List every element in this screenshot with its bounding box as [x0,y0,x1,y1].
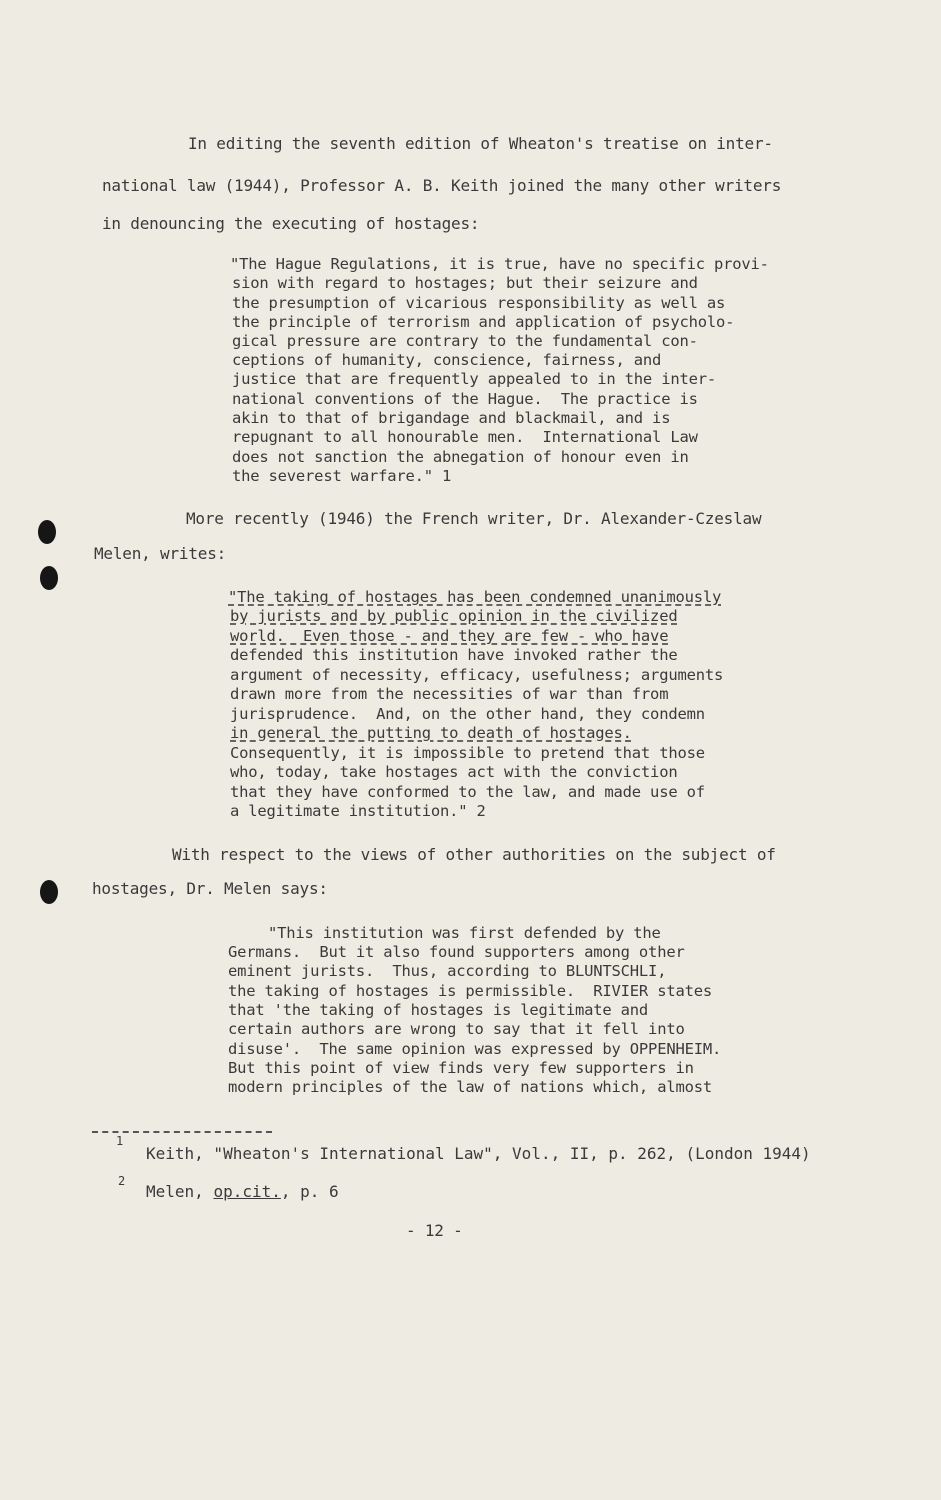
quote-2-line: defended this institution have invoked rather the [230,646,678,664]
punch-hole-bottom [40,880,58,904]
footnote-2-citation: op.cit. [213,1182,281,1201]
paragraph-3-line-1: With respect to the views of other authorities on the subject of [172,845,776,864]
footnote-1-number: 1 [116,1134,124,1148]
quote-1-line: repugnant to all honourable men. International Law [232,428,698,446]
paragraph-2-line-2: Melen, writes: [94,544,227,563]
punch-hole-middle [40,566,58,590]
quote-2-line: drawn more from the necessities of war than from [230,685,669,703]
quote-2-line: by jurists and by public opinion in the civilized [230,607,678,625]
footnote-2-author: Melen, [146,1182,214,1201]
quote-2-line: in general the putting to death of hostages. [230,724,632,742]
quote-1-line: sion with regard to hostages; but their seizure and [232,274,698,292]
quote-3-line: "This institution was first defended by the [268,924,661,942]
footnote-2-page: , p. 6 [280,1182,339,1201]
paragraph-3-line-2: hostages, Dr. Melen says: [92,879,328,898]
quote-3-line: certain authors are wrong to say that it fell into [228,1020,685,1038]
quote-3-line: eminent jurists. Thus, according to BLUNTSCHLI, [228,962,667,980]
quote-3-line: disuse'. The same opinion was expressed by OPPENHEIM. [228,1040,722,1058]
quote-2-line: jurisprudence. And, on the other hand, they condemn [230,705,705,723]
page-number: - 12 - [406,1221,463,1240]
footnote-2-text [146,1182,339,1201]
quote-1-line: the principle of terrorism and application of psycholo- [232,313,735,331]
quote-1-line: does not sanction the abnegation of honour even in [232,448,689,466]
punch-hole-top [38,520,56,544]
quote-2-line: a legitimate institution." 2 [230,802,486,820]
quote-1-line: justice that are frequently appealed to in the inter- [232,370,716,388]
quote-1-line: akin to that of brigandage and blackmail, and is [232,409,671,427]
quote-1-line: "The Hague Regulations, it is true, have no specific provi- [230,255,769,273]
quote-2-line: "The taking of hostages has been condemned unanimously [228,588,722,606]
quote-2-line: that they have conformed to the law, and made use of [230,783,705,801]
quote-2-line: world. Even those - and they are few - who have [230,627,669,645]
paragraph-1-line-3: in denouncing the executing of hostages: [102,214,480,233]
footnote-2-number: 2 [118,1174,126,1188]
paragraph-2-line-1: More recently (1946) the French writer, Dr. Alexander-Czeslaw [186,509,762,528]
quote-2-line: Consequently, it is impossible to pretend that those [230,744,705,762]
quote-3-line: But this point of view finds very few supporters in [228,1059,694,1077]
paragraph-1-line-2: national law (1944), Professor A. B. Keith joined the many other writers [102,176,782,195]
quote-2-line: argument of necessity, efficacy, usefulness; arguments [230,666,724,684]
footnote-1-text: Keith, "Wheaton's International Law", Vol., II, p. 262, (London 1944) [146,1144,811,1163]
paragraph-1-line-1: In editing the seventh edition of Wheaton's treatise on inter- [188,134,773,153]
quote-1-line: gical pressure are contrary to the fundamental con- [232,332,698,350]
quote-1-line: ceptions of humanity, conscience, fairness, and [232,351,662,369]
footnote-divider [92,1131,272,1133]
quote-3-line: Germans. But it also found supporters among other [228,943,685,961]
quote-1-line: national conventions of the Hague. The practice is [232,390,698,408]
quote-3-line: the taking of hostages is permissible. RIVIER states [228,982,712,1000]
quote-1-line: the presumption of vicarious responsibility as well as [232,294,726,312]
quote-3-line: that 'the taking of hostages is legitimate and [228,1001,649,1019]
quote-2-line: who, today, take hostages act with the conviction [230,763,678,781]
quote-1-line: the severest warfare." 1 [232,467,452,485]
quote-3-line: modern principles of the law of nations which, almost [228,1078,712,1096]
